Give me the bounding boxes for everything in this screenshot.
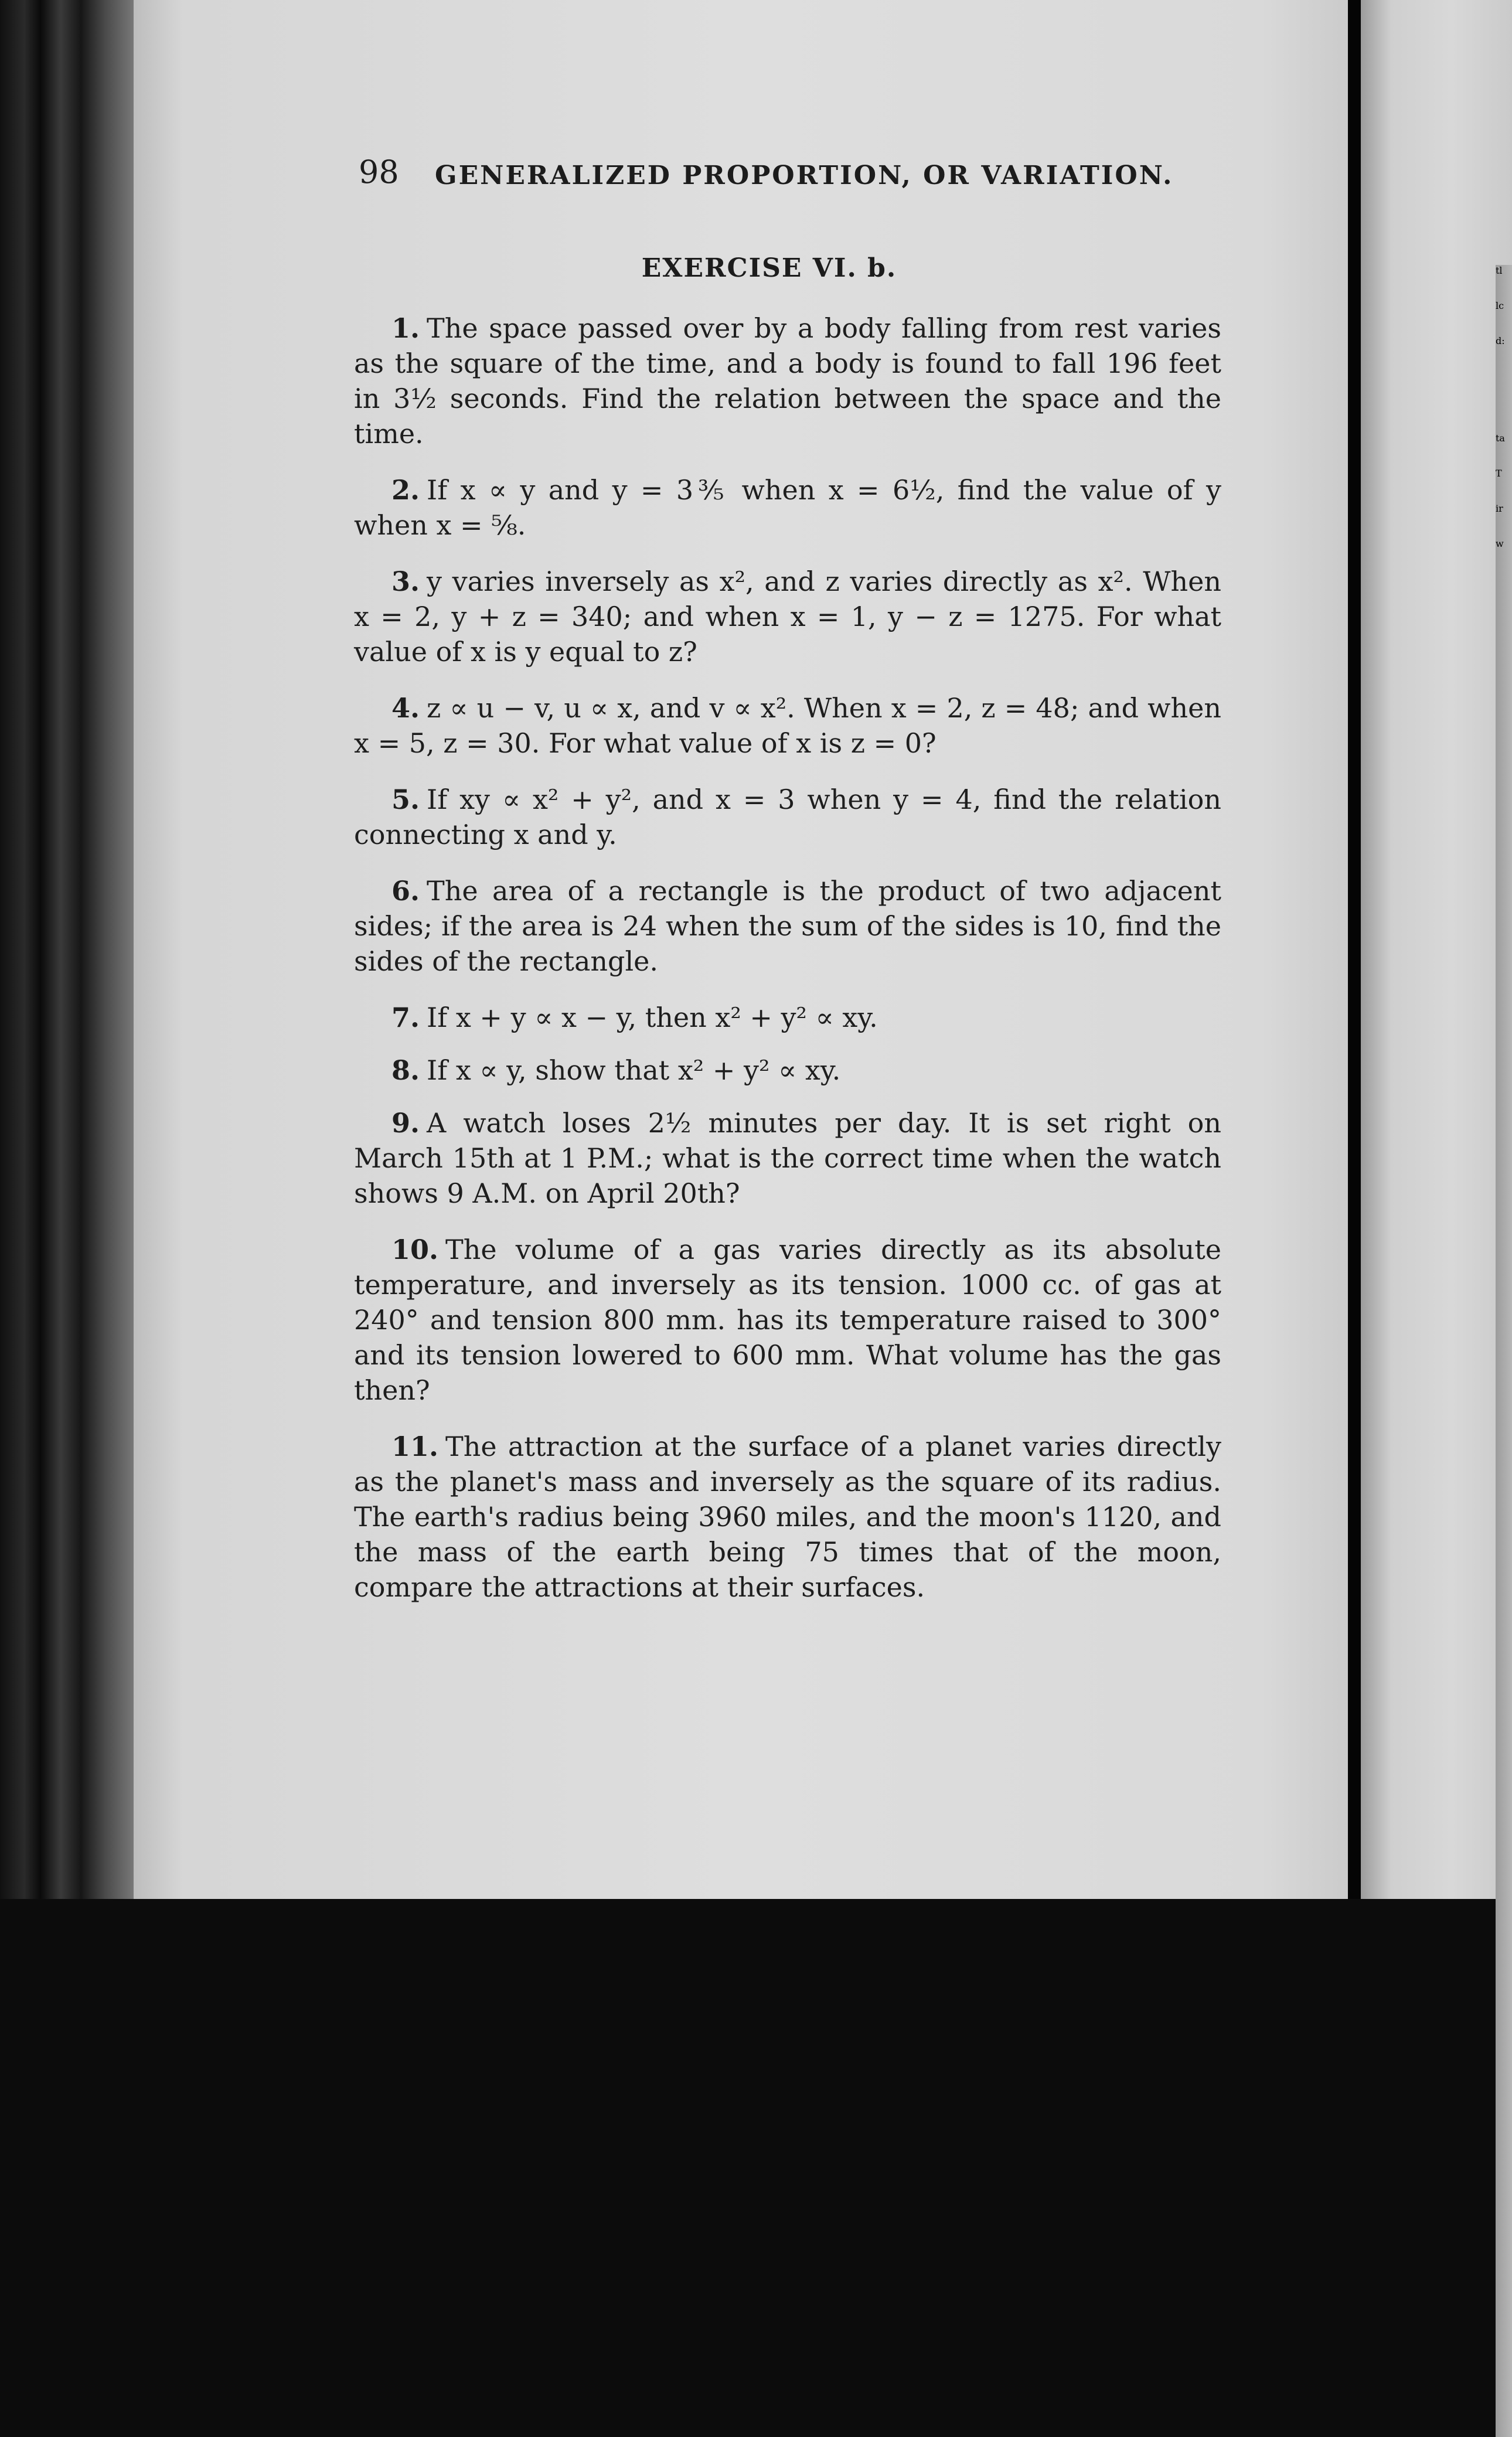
problem-number: 9.: [391, 1107, 420, 1139]
problem-number: 7.: [391, 1002, 420, 1033]
page-gutter: [1348, 0, 1361, 1899]
problem-2: [354, 472, 1221, 543]
problem-6: [354, 873, 1221, 979]
problem-number: 2.: [391, 474, 420, 506]
next-page-fragment: tl: [1496, 265, 1512, 2164]
running-title: GENERALIZED PROPORTION, OR VARIATION.: [435, 161, 1174, 190]
next-page-fragment: T: [1496, 468, 1512, 2367]
problem-number: 1.: [391, 312, 420, 344]
problem-number: 8.: [391, 1054, 420, 1086]
problem-text: The space passed over by a body falling from rest varies as the square of the time, and a body is found to fall 196 feet in 3½ seconds. Find the relation between the space and the time.: [354, 312, 1221, 450]
problem-text: If x ∝ y and y = 3⅗ when x = 6½, find the value of y when x = ⅝.: [354, 474, 1221, 541]
problem-9: [354, 1105, 1221, 1211]
problem-number: 3.: [391, 566, 420, 597]
problem-11: [354, 1429, 1221, 1605]
problem-text: z ∝ u − v, u ∝ x, and v ∝ x². When x = 2, z = 48; and when x = 5, z = 30. For what value of x is z = 0?: [354, 692, 1221, 759]
exercise-title: EXERCISE VI. b.: [641, 253, 897, 283]
page-header: [359, 154, 1174, 200]
problem-text: If x + y ∝ x − y, then x² + y² ∝ xy.: [427, 1002, 878, 1033]
problem-text: The volume of a gas varies directly as its absolute temperature, and inversely as its tension. 1000 cc. of gas at 240° and tension 800 mm. has its temperature raised to 300° and its tension lowered to 600 mm. What volume has the gas then?: [354, 1234, 1221, 1406]
next-page-fragment: lc: [1496, 300, 1512, 2199]
problem-text: If xy ∝ x² + y², and x = 3 when y = 4, find the relation connecting x and y.: [354, 784, 1221, 850]
problem-5: [354, 782, 1221, 852]
problem-number: 6.: [391, 875, 420, 907]
problem-number: 4.: [391, 692, 420, 724]
problem-number: 5.: [391, 784, 420, 815]
adjacent-page-edge: [1361, 0, 1512, 1899]
problem-1: [354, 311, 1221, 451]
problem-3: [354, 564, 1221, 669]
problem-list: [354, 311, 1221, 1626]
problem-10: [354, 1232, 1221, 1408]
problem-number: 10.: [391, 1234, 439, 1265]
book-spine: [0, 0, 135, 1899]
page-number: 98: [359, 154, 399, 190]
problem-7: [354, 1000, 1221, 1035]
next-page-fragment: w: [1496, 538, 1512, 2437]
next-page-fragment: ir: [1496, 503, 1512, 2402]
problem-4: [354, 690, 1221, 761]
problem-8: [354, 1053, 1221, 1088]
next-page-fragment: ta: [1496, 433, 1512, 2332]
problem-text: If x ∝ y, show that x² + y² ∝ xy.: [427, 1054, 841, 1086]
problem-text: The attraction at the surface of a planet varies directly as the planet's mass and inversely as the square of its radius. The earth's radius being 3960 miles, and the moon's 1120, and the mass of the earth being 75 times that of the moon, compare the attractions at their surfaces.: [354, 1431, 1221, 1603]
problem-number: 11.: [391, 1431, 439, 1462]
problem-text: The area of a rectangle is the product of two adjacent sides; if the area is 24 when the sum of the sides is 10, find the sides of the rectangle.: [354, 875, 1221, 977]
problem-text: y varies inversely as x², and z varies directly as x². When x = 2, y + z = 340; and when x = 1, y − z = 1275. For what value of x is y equal to z?: [354, 566, 1221, 668]
problem-text: A watch loses 2½ minutes per day. It is set right on March 15th at 1 P.M.; what is the correct time when the watch shows 9 A.M. on April 20th?: [354, 1107, 1221, 1209]
next-page-fragment: d:: [1496, 335, 1512, 2234]
